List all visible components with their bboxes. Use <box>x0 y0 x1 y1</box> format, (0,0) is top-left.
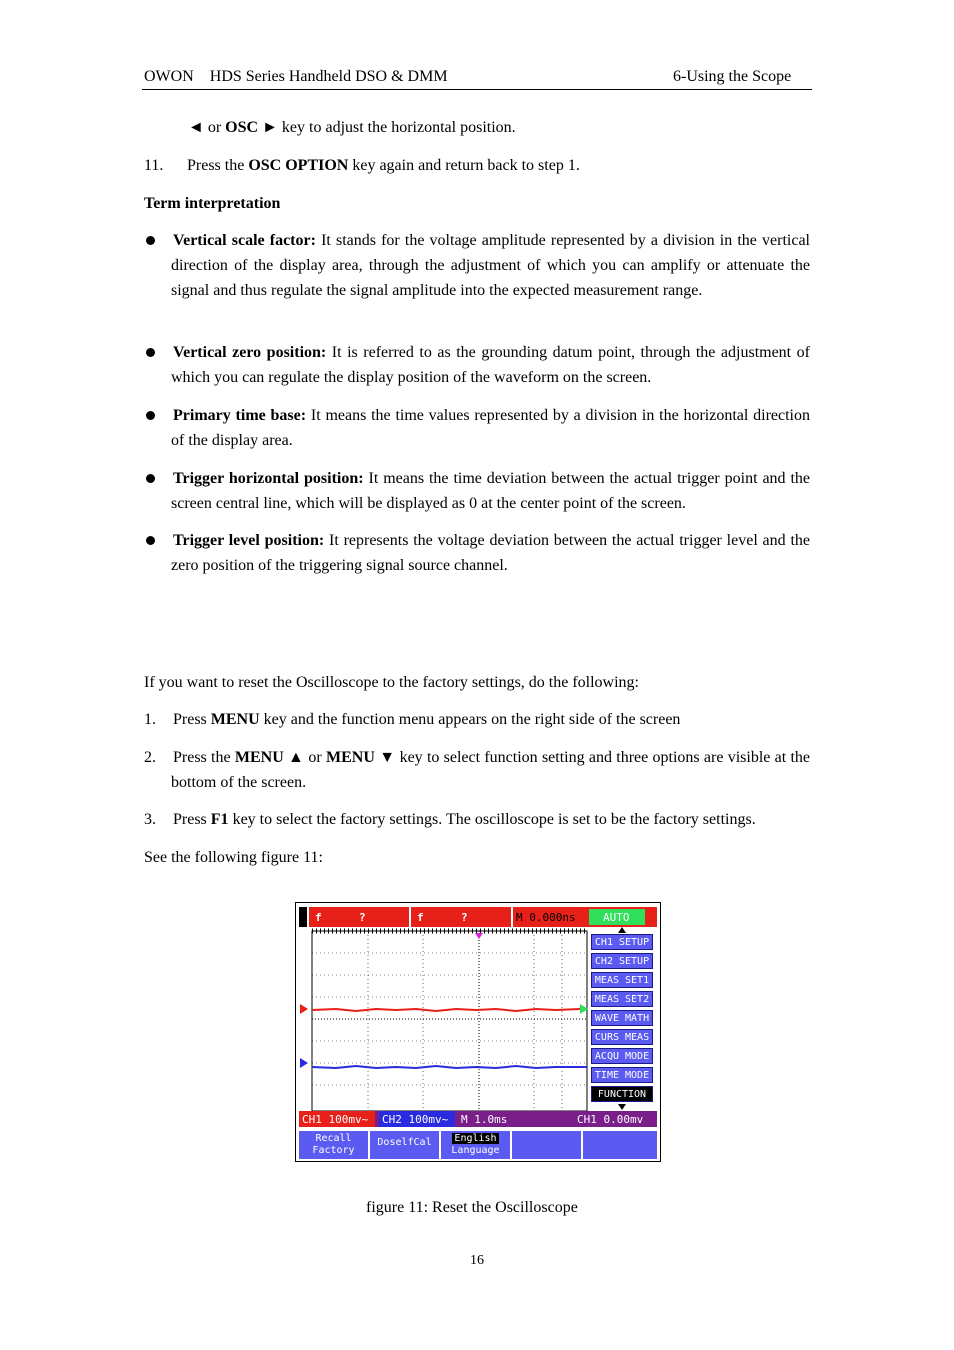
status-indicator <box>299 907 307 927</box>
step-1-number: 1. <box>144 711 156 728</box>
intro-pre: ◄ or <box>188 119 226 136</box>
term-vertical-scale <box>171 228 810 303</box>
intro-line <box>188 115 516 140</box>
ch2-trigger-box <box>411 907 511 927</box>
step-2-text <box>171 745 810 795</box>
f2-doselfcal[interactable]: DoselfCal <box>370 1131 441 1159</box>
step-key: F1 <box>210 811 229 828</box>
bullet-dot <box>146 536 155 545</box>
term-title: Primary time base: <box>173 407 307 424</box>
term-trigger-level <box>171 528 810 578</box>
step-post: key to select the factory settings. The oscilloscope is set to be the factory settings. <box>228 811 756 828</box>
f1-line2: Factory <box>312 1145 355 1156</box>
menu-curs-meas[interactable]: CURS MEAS <box>591 1029 653 1045</box>
step-11-text <box>187 153 580 178</box>
term-title: Trigger horizontal position: <box>173 470 364 487</box>
auto-mode-label: AUTO <box>603 911 630 924</box>
term-primary-time-base <box>171 403 810 453</box>
menu-down-arrow-icon <box>618 1104 626 1110</box>
step-post: key and the function menu appears on the right side of the screen <box>259 711 681 728</box>
time-base: M 1.0ms <box>461 1113 508 1126</box>
step-mid: ▲ or <box>283 749 327 766</box>
step-pre: Press <box>173 711 211 728</box>
bullet-dot <box>146 236 155 245</box>
step-11-number: 11. <box>144 157 164 174</box>
intro-post: ► key to adjust the horizontal position. <box>258 119 516 136</box>
menu-ch1-setup[interactable]: CH1 SETUP <box>591 934 653 950</box>
term-heading: Term interpretation <box>144 195 281 212</box>
reset-intro: If you want to reset the Oscilloscope to the factory settings, do the following: <box>144 674 639 691</box>
ch2-zero-marker <box>300 1058 308 1068</box>
term-text: It means the time deviation between the actual trigger point and the screen central line, which will be displayed as 0 at the center point of the screen. <box>171 470 811 512</box>
menu-wave-math[interactable]: WAVE MATH <box>591 1010 653 1026</box>
menu-meas-set1[interactable]: MEAS SET1 <box>591 972 653 988</box>
step-key: MENU <box>326 749 375 766</box>
oscilloscope-screenshot <box>295 902 661 1162</box>
f5-empty[interactable] <box>583 1131 657 1159</box>
term-text: It is referred to as the grounding datum point, through the adjustment of which you can regulate the display position of the waveform on the screen. <box>171 344 810 386</box>
step-key: MENU <box>234 749 284 766</box>
trigger-level: CH1 0.00mv <box>577 1113 644 1126</box>
see-figure: See the following figure 11: <box>144 849 323 866</box>
step-11-pre: Press the <box>187 157 249 174</box>
term-title: Vertical scale factor: <box>173 232 316 249</box>
ch2-trigger-label: f <box>417 911 424 924</box>
step-pre: Press the <box>173 749 235 766</box>
ch1-trigger-label: f <box>315 911 322 924</box>
figure-caption: figure 11: Reset the Oscilloscope <box>366 1199 578 1216</box>
step-2-number: 2. <box>144 749 156 766</box>
f1-line1: Recall <box>315 1133 352 1144</box>
term-text: It represents the voltage deviation between the actual trigger level and the zero position of the triggering signal source channel. <box>171 532 811 574</box>
bullet-dot <box>146 411 155 420</box>
timebase-box <box>513 907 657 927</box>
menu-acqu-mode[interactable]: ACQU MODE <box>591 1048 653 1064</box>
intro-key: OSC <box>225 119 259 136</box>
ch2-trigger-value: ? <box>461 911 468 924</box>
ch1-trigger-value: ? <box>359 911 366 924</box>
term-text: It means the time values represented by a division in the horizontal direction of the display area. <box>171 407 810 449</box>
ch1-scale: CH1 100mv~ <box>302 1113 369 1126</box>
step-3-number: 3. <box>144 811 156 828</box>
f3-language[interactable] <box>441 1131 512 1159</box>
f4-empty[interactable] <box>512 1131 583 1159</box>
term-vertical-zero <box>171 340 810 390</box>
header-rule <box>142 89 812 90</box>
horizontal-position: M 0.000ns <box>516 911 576 924</box>
step-3-text <box>173 807 756 832</box>
waveform-grid <box>296 927 591 1113</box>
menu-function[interactable]: FUNCTION <box>591 1086 653 1102</box>
term-title: Trigger level position: <box>173 532 325 549</box>
menu-up-arrow-icon <box>618 927 626 933</box>
f3-line1: English <box>454 1133 497 1144</box>
step-post: ▼ key to select function setting and three options are visible at the bottom of the screen. <box>171 749 811 791</box>
menu-time-mode[interactable]: TIME MODE <box>591 1067 653 1083</box>
menu-ch2-setup[interactable]: CH2 SETUP <box>591 953 653 969</box>
step-11-post: key again and return back to step 1. <box>348 157 580 174</box>
header-left: OWON HDS Series Handheld DSO & DMM <box>144 68 448 85</box>
bullet-dot <box>146 348 155 357</box>
ch1-zero-marker <box>300 1004 308 1014</box>
step-1-text <box>173 707 680 732</box>
ch2-scale: CH2 100mv~ <box>382 1113 449 1126</box>
f1-recall-factory[interactable] <box>299 1131 370 1159</box>
step-key: MENU <box>210 711 260 728</box>
term-trigger-horizontal <box>171 466 810 516</box>
menu-meas-set2[interactable]: MEAS SET2 <box>591 991 653 1007</box>
bullet-dot <box>146 474 155 483</box>
term-title: Vertical zero position: <box>173 344 327 361</box>
f3-line2: Language <box>451 1145 500 1156</box>
step-pre: Press <box>173 811 211 828</box>
step-11-key: OSC OPTION <box>248 157 349 174</box>
term-text: It stands for the voltage amplitude represented by a division in the vertical direction of the display area, through the adjustment of which you can amplify or attenuate the signal and thus regulate the signal amplitude into the expected measurement range. <box>171 232 811 299</box>
ch1-trigger-box <box>309 907 409 927</box>
header-right: 6-Using the Scope <box>673 68 792 85</box>
page-number: 16 <box>470 1253 484 1268</box>
